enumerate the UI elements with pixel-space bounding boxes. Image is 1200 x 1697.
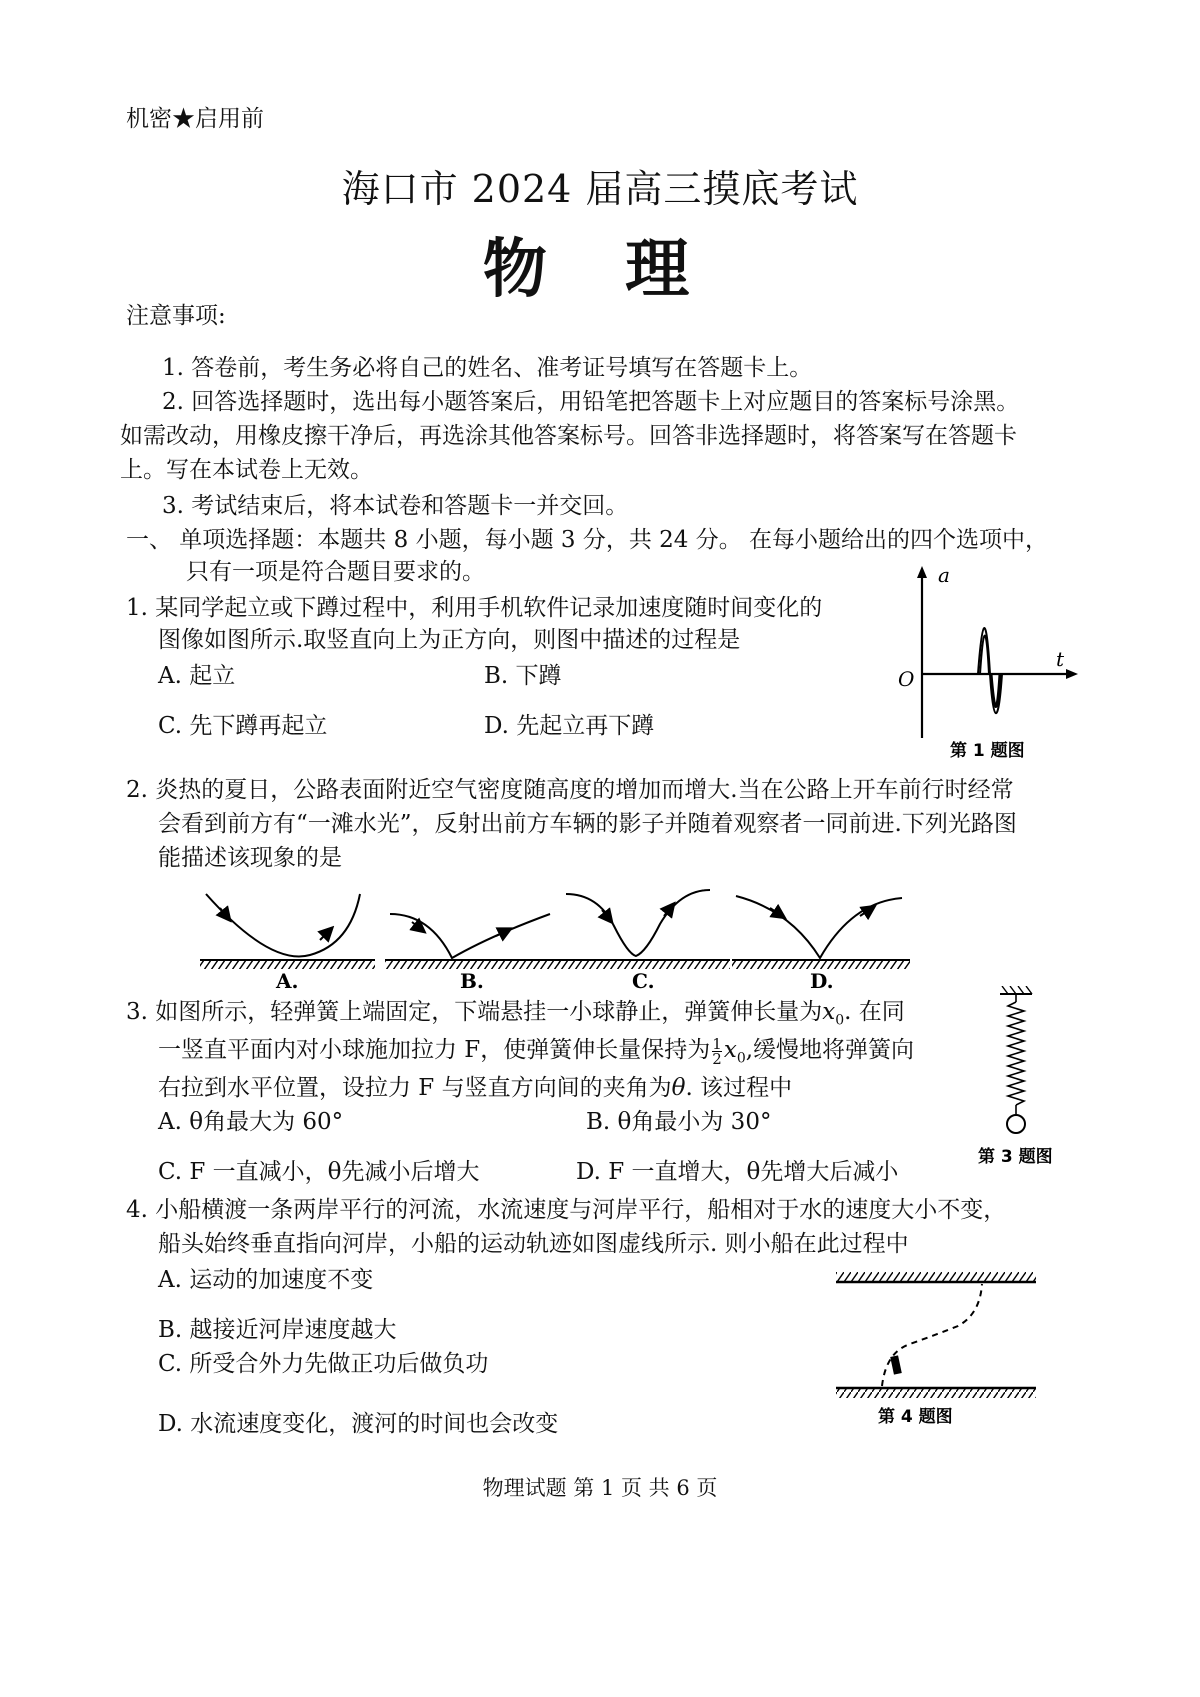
exam-title: 海口市 2024 届高三摸底考试 <box>341 167 859 211</box>
q2-label-b: B. <box>460 969 484 990</box>
q2-stem-line-2: 会看到前方有“一滩水光”，反射出前方车辆的影子并随着观察者一同前进.下列光路图 <box>158 811 1017 837</box>
q3-spring-figure <box>960 986 1070 1176</box>
q3-fraction-numerator: 1 <box>712 1034 722 1053</box>
q4-option-b: B. 越接近河岸速度越大 <box>158 1317 397 1343</box>
q3-theta-symbol: θ <box>671 1075 686 1101</box>
q3-option-a: A. θ角最大为 60° <box>158 1109 344 1135</box>
q1-acceleration-time-graph <box>880 560 1080 760</box>
q2-diagram-d <box>732 896 910 990</box>
q1-axis-x-label: t <box>1056 647 1065 671</box>
q1-option-d: D. 先起立再下蹲 <box>484 713 655 739</box>
q2-label-d: D. <box>810 969 834 990</box>
q3-option-d: D. F 一直增大，θ先增大后减小 <box>576 1159 899 1185</box>
q3-stem-line-3-text: 右拉到水平位置，设拉力 F 与竖直方向间的夹角为 <box>158 1075 672 1101</box>
q3-fraction <box>712 1034 722 1068</box>
notice-heading: 注意事项: <box>126 303 226 329</box>
q2-diagram-c <box>558 890 730 990</box>
notice-line-3: 3. 考试结束后，将本试卷和答题卡一并交回。 <box>162 493 629 519</box>
notice-line-1: 1. 答卷前，考生务必将自己的姓名、准考证号填写在答题卡上。 <box>162 355 813 381</box>
q4-option-d: D. 水流速度变化，渡河的时间也会改变 <box>158 1411 559 1437</box>
q3-stem-line-1 <box>126 996 905 1037</box>
q4-option-c: C. 所受合外力先做正功后做负功 <box>158 1351 489 1377</box>
q2-stem-line-3: 能描述该现象的是 <box>158 845 342 871</box>
notice-line-2c: 上。写在本试卷上无效。 <box>120 457 373 483</box>
q3-x0-subscript-2: 0 <box>736 1050 746 1067</box>
subject-title: 物 理 <box>482 232 718 307</box>
q3-stem-line-1-end: . 在同 <box>844 999 905 1025</box>
notice-line-2b: 如需改动，用橡皮擦干净后，再选涂其他答案标号。回答非选择题时，将答案写在答题卡 <box>120 423 1017 449</box>
q1-stem-line-2: 图像如图所示.取竖直向上为正方向，则图中描述的过程是 <box>158 627 741 653</box>
page-footer: 物理试题 第 1 页 共 6 页 <box>482 1476 718 1500</box>
q4-stem-line-2: 船头始终垂直指向河岸，小船的运动轨迹如图虚线所示. 则小船在此过程中 <box>158 1231 909 1257</box>
q3-stem-line-1-text: 3. 如图所示，轻弹簧上端固定，下端悬挂一小球静止，弹簧伸长量为 <box>126 999 823 1025</box>
q1-figure-caption: 第 1 题图 <box>950 741 1025 760</box>
q4-river-figure <box>830 1272 1050 1432</box>
q1-axis-y-label: a <box>938 563 950 587</box>
q3-fraction-denominator: 2 <box>712 1049 722 1068</box>
q3-option-b: B. θ角最小为 30° <box>586 1109 772 1135</box>
q1-option-b: B. 下蹲 <box>484 663 562 689</box>
q3-stem-line-3-end: . 该过程中 <box>685 1075 793 1101</box>
q3-option-c: C. F 一直减小，θ先减小后增大 <box>158 1159 480 1185</box>
q3-stem-line-2-end: 缓慢地将弹簧向 <box>753 1037 915 1063</box>
q4-option-a: A. 运动的加速度不变 <box>158 1267 374 1293</box>
q1-option-a: A. 起立 <box>158 663 236 689</box>
q2-label-a: A. <box>276 969 299 990</box>
q2-stem-line-1: 2. 炎热的夏日，公路表面附近空气密度随高度的增加而增大.当在公路上开车前行时经常 <box>126 777 1014 803</box>
notice-line-2a: 2. 回答选择题时，选出每小题答案后，用铅笔把答题卡上对应题目的答案标号涂黑。 <box>162 389 1020 415</box>
confidential-mark: 机密★启用前 <box>126 106 264 132</box>
q3-stem-line-3 <box>158 1072 792 1104</box>
q3-x0-symbol-2: x <box>723 1037 737 1063</box>
q2-label-c: C. <box>632 969 655 990</box>
q4-stem-line-1: 4. 小船横渡一条两岸平行的河流，水流速度与河岸平行，船相对于水的速度大小不变， <box>126 1197 1007 1223</box>
q3-x0-subscript: 0 <box>835 1012 845 1029</box>
q2-diagram-b <box>385 914 560 990</box>
q1-origin-label: O <box>898 667 915 691</box>
q1-option-c: C. 先下蹲再起立 <box>158 713 328 739</box>
q4-figure-caption: 第 4 题图 <box>878 1407 953 1427</box>
q2-light-path-diagrams <box>190 880 1000 990</box>
q3-x0-symbol: x <box>822 999 836 1025</box>
q3-stem-line-2-text: 一竖直平面内对小球施加拉力 F，使弹簧伸长量保持为 <box>158 1037 711 1063</box>
q3-figure-caption: 第 3 题图 <box>978 1147 1053 1167</box>
q3-stem-line-2: 一竖直平面内对小球施加拉力 F，使弹簧伸长量保持为 $\frac{1}{2}$ $x_0$,缓慢地将弹簧向 <box>158 1034 915 1068</box>
q2-diagram-a <box>200 894 375 990</box>
section-heading-line-2: 只有一项是符合题目要求的。 <box>186 559 485 585</box>
section-heading: 一、 单项选择题：本题共 8 小题，每小题 3 分，共 24 分。 在每小题给出的四个选项中， <box>126 527 1049 553</box>
q1-stem-line-1: 1. 某同学起立或下蹲过程中，利用手机软件记录加速度随时间变化的 <box>126 595 823 621</box>
